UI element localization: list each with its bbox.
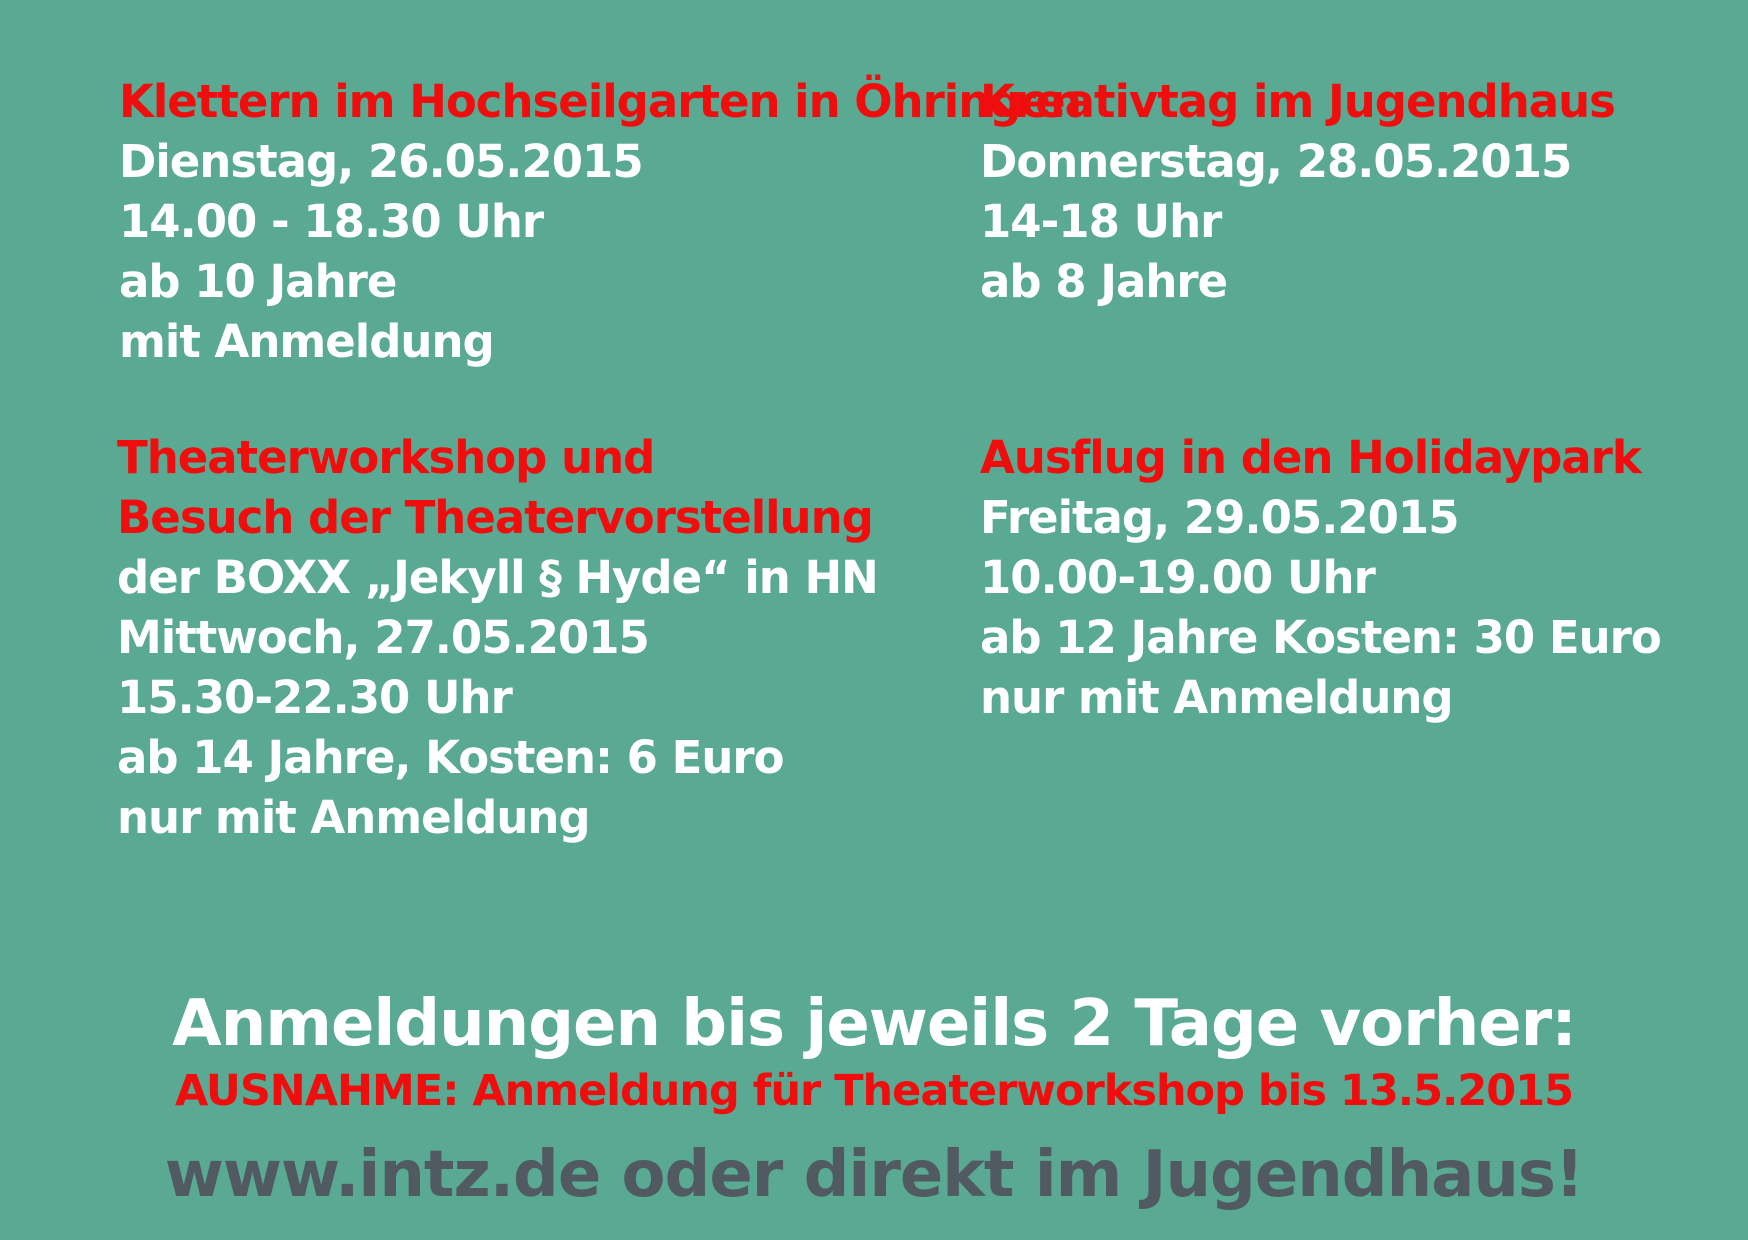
event-registration: nur mit Anmeldung [980,671,1453,724]
event-time: 15.30-22.30 Uhr [117,671,512,724]
event-time: 14-18 Uhr [980,195,1222,248]
event-time: 10.00-19.00 Uhr [980,551,1375,604]
event-age-cost: ab 14 Jahre, Kosten: 6 Euro [117,731,784,784]
event-theaterworkshop [117,428,878,848]
event-title-continued: Besuch der Theatervorstellung [117,491,873,544]
event-title: Klettern im Hochseilgarten in Öhringen [119,75,1082,128]
event-date: Dienstag, 26.05.2015 [119,135,643,188]
website-line: www.intz.de oder direkt im Jugendhaus! [164,1138,1584,1212]
event-title: Kreativtag im Jugendhaus [980,75,1615,128]
event-date: Mittwoch, 27.05.2015 [117,611,649,664]
event-time: 14.00 - 18.30 Uhr [119,195,544,248]
event-registration: mit Anmeldung [119,315,494,368]
event-kletterpark [119,72,1081,372]
registration-deadline-heading: Anmeldungen bis jeweils 2 Tage vorher: [172,987,1576,1061]
event-date: Freitag, 29.05.2015 [980,491,1459,544]
event-age: ab 10 Jahre [119,255,397,308]
event-registration: nur mit Anmeldung [117,791,590,844]
event-age-cost: ab 12 Jahre Kosten: 30 Euro [980,611,1661,664]
event-holidaypark [980,428,1661,728]
event-venue: der BOXX „Jekyll § Hyde“ in HN [117,551,878,604]
event-title: Theaterworkshop und [117,431,655,484]
event-age: ab 8 Jahre [980,255,1228,308]
registration-exception-note: AUSNAHME: Anmeldung für Theaterworkshop bis 13.5.2015 [174,1066,1574,1116]
event-kreativtag [980,72,1615,312]
event-title: Ausflug in den Holidaypark [980,431,1641,484]
event-date: Donnerstag, 28.05.2015 [980,135,1572,188]
